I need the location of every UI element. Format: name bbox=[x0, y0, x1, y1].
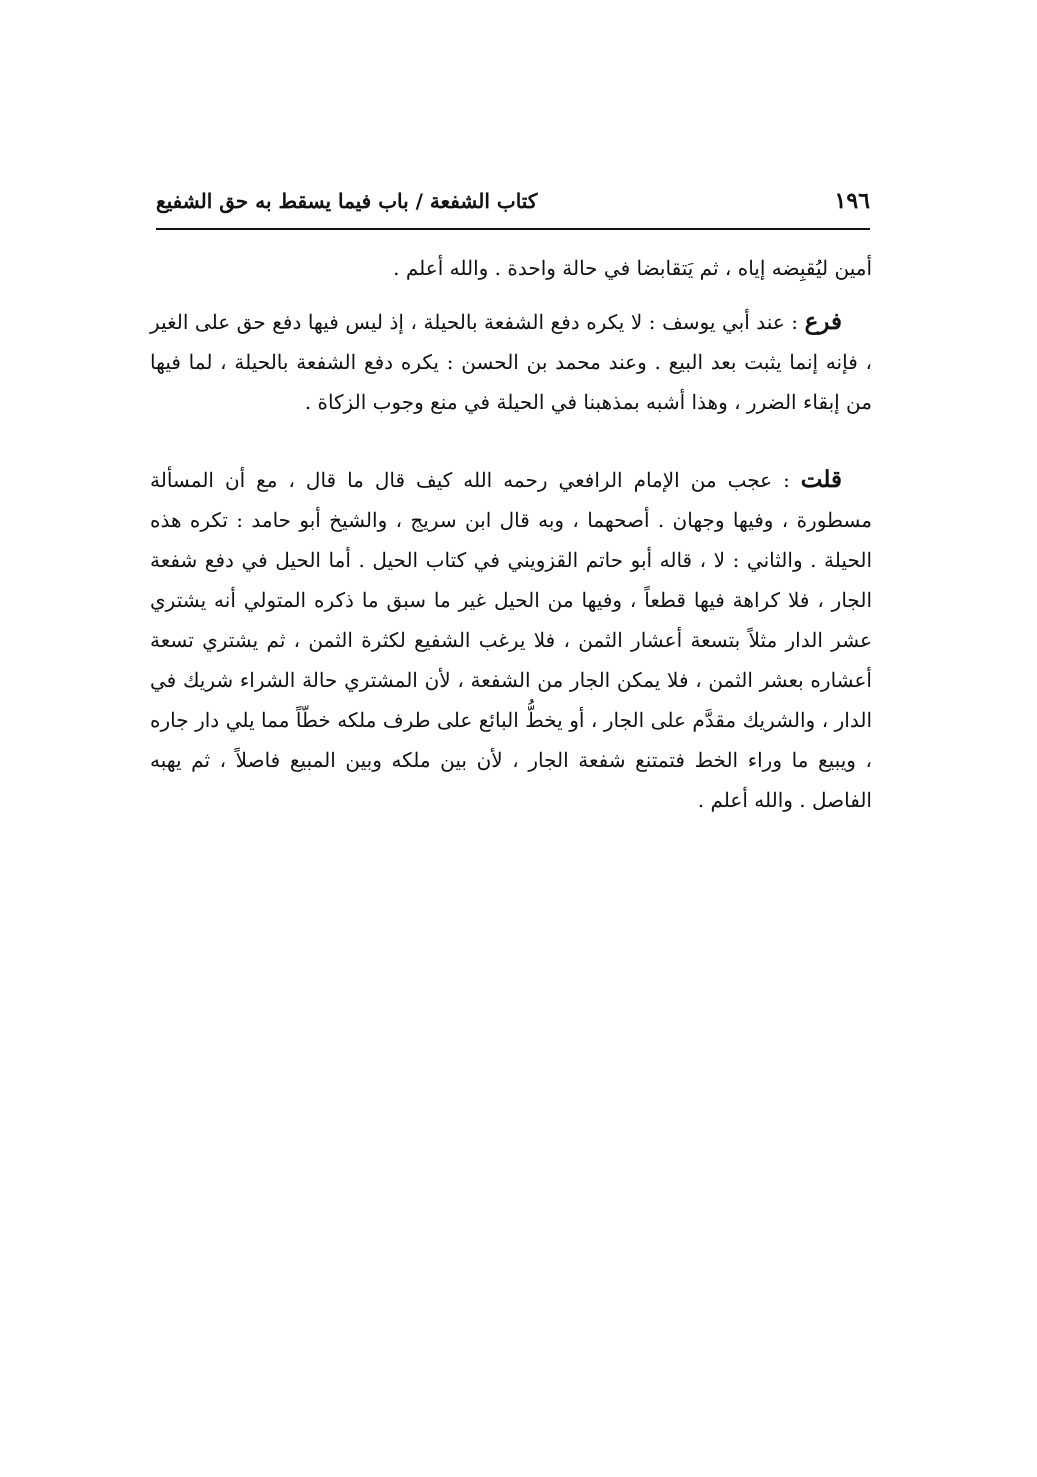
chapter-title: كتاب الشفعة / باب فيما يسقط به حق الشفيع bbox=[156, 189, 538, 213]
main-text bbox=[150, 248, 872, 820]
paragraph-qultu bbox=[150, 460, 872, 820]
paragraph-closing: أمين ليُقبِضه إياه ، ثم يَتقابضا في حالة واحدة . والله أعلم . bbox=[393, 256, 872, 280]
running-header bbox=[156, 186, 870, 226]
page-number: ١٩٦ bbox=[834, 188, 870, 214]
qultu-body: : عجب من الإمام الرافعي رحمه الله كيف قال ما قال ، مع أن المسألة مسطورة ، وفيها وجهان . أصحهما ، وبه قال ابن سريج ، والشيخ أبو حامد : تكره هذه الحيلة . والثاني : لا ، قاله أبو حاتم القزويني في كتاب الحيل . أما الحيل في دفع شفعة الجار ، فلا كراهة فيها قطعاً ، وفيها من الحيل غير ما سبق ما ذكره المتولي أنه يشتري عشر الدار مثلاً بتسعة أعشار الثمن ، فلا يرغب الشفيع لكثرة الثمن ، ثم يشتري تسعة أعشاره بعشر الثمن ، فلا يمكن الجار من الشفعة ، لأن المشتري حالة الشراء شريك في الدار ، والشريك مقدَّم على الجار ، أو يخطُّ البائع على طرف ملكه خطّاً مما يلي دار جاره ، ويبيع ما وراء الخط فتمتنع شفعة الجار ، لأن بين ملكه وبين المبيع فاصلاً ، ثم يهبه الفاصل . والله أعلم . bbox=[150, 468, 872, 812]
header-rule bbox=[156, 228, 870, 230]
far-body: : عند أبي يوسف : لا يكره دفع الشفعة بالحيلة ، إذ ليس فيها دفع حق على الغير ، فإنه إنما يثبت بعد البيع . وعند محمد بن الحسن : يكره دفع الشفعة بالحيلة ، لما فيها من إبقاء الضرر ، وهذا أشبه بمذهبنا في الحيلة في منع وجوب الزكاة . bbox=[150, 310, 872, 414]
qultu-lead-word: قلت bbox=[800, 466, 842, 493]
paragraph-far bbox=[150, 302, 872, 422]
far-lead-word: فرع bbox=[804, 308, 842, 335]
